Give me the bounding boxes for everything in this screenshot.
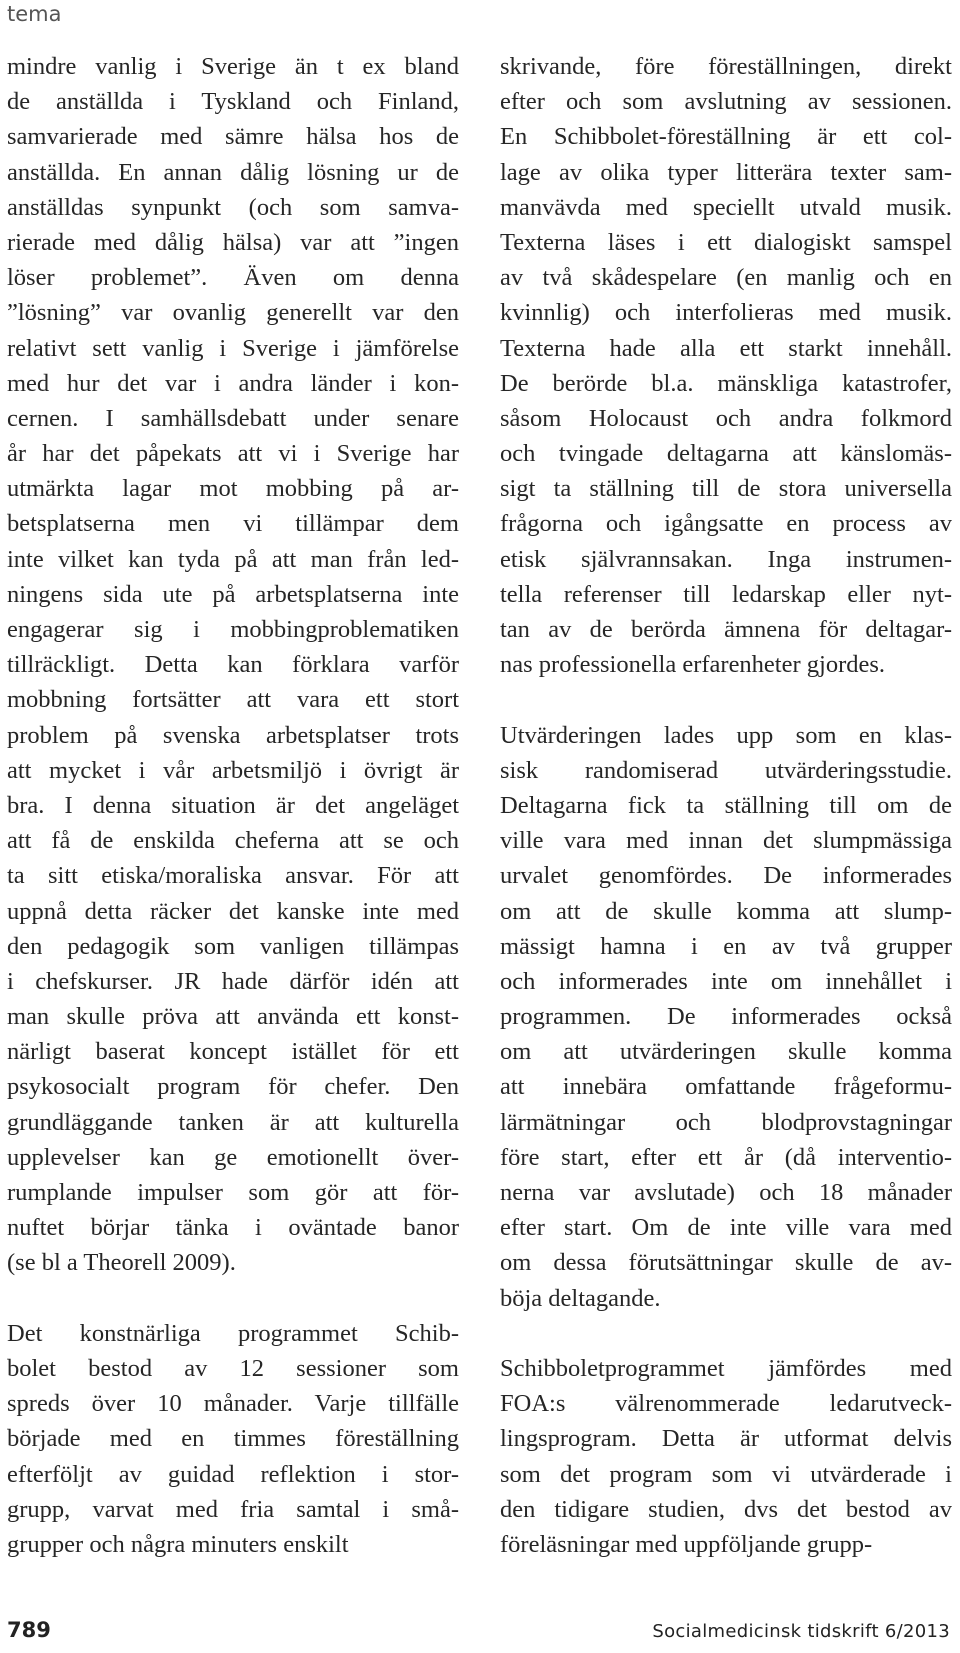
text-line: relativt sett vanlig i Sverige i jämförelse [7,334,459,362]
text-line: (se bl a Theorell 2009). [7,1249,236,1277]
text-line: grupper och några minuters enskilt [7,1530,349,1558]
text-line: programmen. De informerades också [500,1003,952,1031]
text-line: De berörde bl.a. mänskliga katastrofer, [500,369,952,397]
text-line: i chefskurser. JR hade därför idén att [7,967,459,995]
text-line: nerna var avslutade) och 18 månader [500,1179,952,1206]
text-line: tan av de berörda ämnena för deltagar- [500,616,952,643]
text-line: mobbning fortsätter att vara ett stort [7,686,459,714]
text-line: tella referenser till ledarskap eller nyt- [500,580,952,608]
text-line: och informerades inte om innehållet i [500,967,952,995]
text-line: att få de enskilda cheferna att se och [7,827,459,855]
paragraph [7,1316,459,1562]
text-line: ville vara med innan det slumpmässiga [500,827,952,855]
page-number: 789 [7,1618,51,1642]
text-line: att innebära omfattande frågeformu- [500,1073,952,1101]
text-line: lage av olika typer litterära texter sam- [500,158,952,186]
text-line: efter och som avslutning av sessionen. [500,88,952,116]
paragraph [500,49,952,682]
text-line: rumplande impulser som gör att för- [7,1179,459,1206]
text-line: cernen. I samhällsdebatt under senare [7,404,459,432]
text-line: upplevelser kan ge emotionellt över- [7,1143,459,1171]
text-line: före start, efter ett år (då interventio- [500,1143,952,1171]
text-line: grundläggande tanken är att kulturella [7,1108,459,1136]
text-line: FOA:s välrenommerade ledarutveck- [500,1390,952,1418]
text-line: som det program som vi utvärderade i [500,1460,952,1488]
text-line: rierade med dålig hälsa) var att ”ingen [7,228,459,256]
text-line: man skulle pröva att använda ett konst- [7,1003,459,1031]
text-line: tillräckligt. Detta kan förklara varför [7,651,459,679]
text-line: betsplatserna men vi tillämpar dem [7,510,459,538]
text-line: Texterna läses i ett dialogiskt samspel [500,228,952,256]
text-line: de anställda i Tyskland och Finland, [7,88,459,116]
journal-name: Socialmedicinsk tidskrift 6/2013 [652,1621,950,1642]
paragraph [500,718,952,1316]
text-line: Det konstnärliga programmet Schib- [7,1319,459,1347]
text-line: utmärkta lagar mot mobbing på ar- [7,475,459,503]
text-line: böja deltagande. [500,1284,661,1312]
text-line: psykosocialt program för chefer. Den [7,1073,459,1101]
text-line: ningens sida ute på arbetsplatserna inte [7,580,459,608]
text-line: samvarierade med sämre hälsa hos de [7,123,459,151]
text-line: Deltagarna fick ta ställning till om de [500,791,952,819]
text-line: av två skådespelare (en manlig och en [500,264,952,292]
text-line: mindre vanlig i Sverige än t ex bland [7,53,459,80]
text-line: En Schibbolet-föreställning är ett col- [500,123,952,151]
text-line: Schibboletprogrammet jämfördes med [500,1354,952,1382]
text-line: sigt ta ställning till de stora universella [500,475,952,503]
text-line: grupp, varvat med fria samtal i små- [7,1495,459,1523]
text-line: ta sitt etiska/moraliska ansvar. För att [7,862,459,890]
text-line: anställdas synpunkt (och som samva- [7,193,459,221]
text-line: problem på svenska arbetsplatser trots [7,721,459,749]
text-line: föreläsningar med uppföljande grupp- [500,1530,873,1558]
text-line: att mycket i vår arbetsmiljö i övrigt är [7,756,459,784]
text-line: frågorna och igångsatte en process av [500,510,952,538]
text-line: sisk randomiserad utvärderingsstudie. [500,756,952,784]
text-line: kvinnlig) och interfolieras med musik. [500,299,952,327]
paragraph-gap [7,1281,459,1316]
paragraph-gap [500,1316,952,1351]
text-line: Texterna hade alla ett starkt innehåll. [500,334,952,362]
text-line: engagerar sig i mobbingproblematiken [7,616,459,643]
text-line: med hur det var i andra länder i kon- [7,369,459,397]
paragraph [500,1351,952,1562]
right-column [500,49,952,1562]
text-line: om dessa förutsättningar skulle de av- [500,1249,952,1277]
text-line: den tidigare studien, dvs det bestod av [500,1495,952,1523]
text-line: och tvingade deltagarna att känslomäs- [500,440,952,468]
paragraph-gap [500,682,952,717]
text-line: spreds över 10 månader. Varje tillfälle [7,1390,459,1418]
text-line: bra. I denna situation är det angeläget [7,791,459,819]
text-line: uppnå detta räcker det kanske inte med [7,897,459,925]
text-line: år har det påpekats att vi i Sverige har [7,440,459,468]
text-line: Utvärderingen lades upp som en klas- [500,721,952,749]
left-column [7,49,459,1562]
text-line: om att de skulle komma att slump- [500,897,952,925]
text-line: anställda. En annan dålig lösning ur de [7,158,459,186]
text-line: etisk självrannsakan. Inga instrumen- [500,545,952,573]
text-line: närligt baserat koncept istället för ett [7,1038,459,1066]
text-line: mässigt hamna i en av två grupper [500,932,952,960]
text-line: manvävda med speciellt utvald musik. [500,193,952,221]
text-line: den pedagogik som vanligen tillämpas [7,932,459,960]
text-line: ”lösning” var ovanlig generellt var den [7,299,459,327]
paragraph [7,49,459,1281]
text-line: om att utvärderingen skulle komma [500,1038,952,1066]
text-line: såsom Holocaust och andra folkmord [500,404,952,432]
text-line: lingsprogram. Detta är utformat delvis [500,1425,952,1453]
text-line: efterföljt av guidad reflektion i stor- [7,1460,459,1488]
text-line: nuftet börjar tänka i oväntade banor [7,1214,459,1242]
text-line: lärmätningar och blodprovstagningar [500,1108,952,1136]
text-line: skrivande, före föreställningen, direkt [500,53,952,80]
text-line: löser problemet”. Även om denna [7,264,459,292]
text-line: efter start. Om de inte ville vara med [500,1214,952,1242]
text-line: inte vilket kan tyda på att man från led- [7,545,459,573]
text-line: nas professionella erfarenheter gjordes. [500,651,886,679]
text-line: började med en timmes föreställning [7,1425,459,1453]
text-line: bolet bestod av 12 sessioner som [7,1354,459,1382]
section-tag: tema [7,2,62,26]
text-line: urvalet genomfördes. De informerades [500,862,952,890]
